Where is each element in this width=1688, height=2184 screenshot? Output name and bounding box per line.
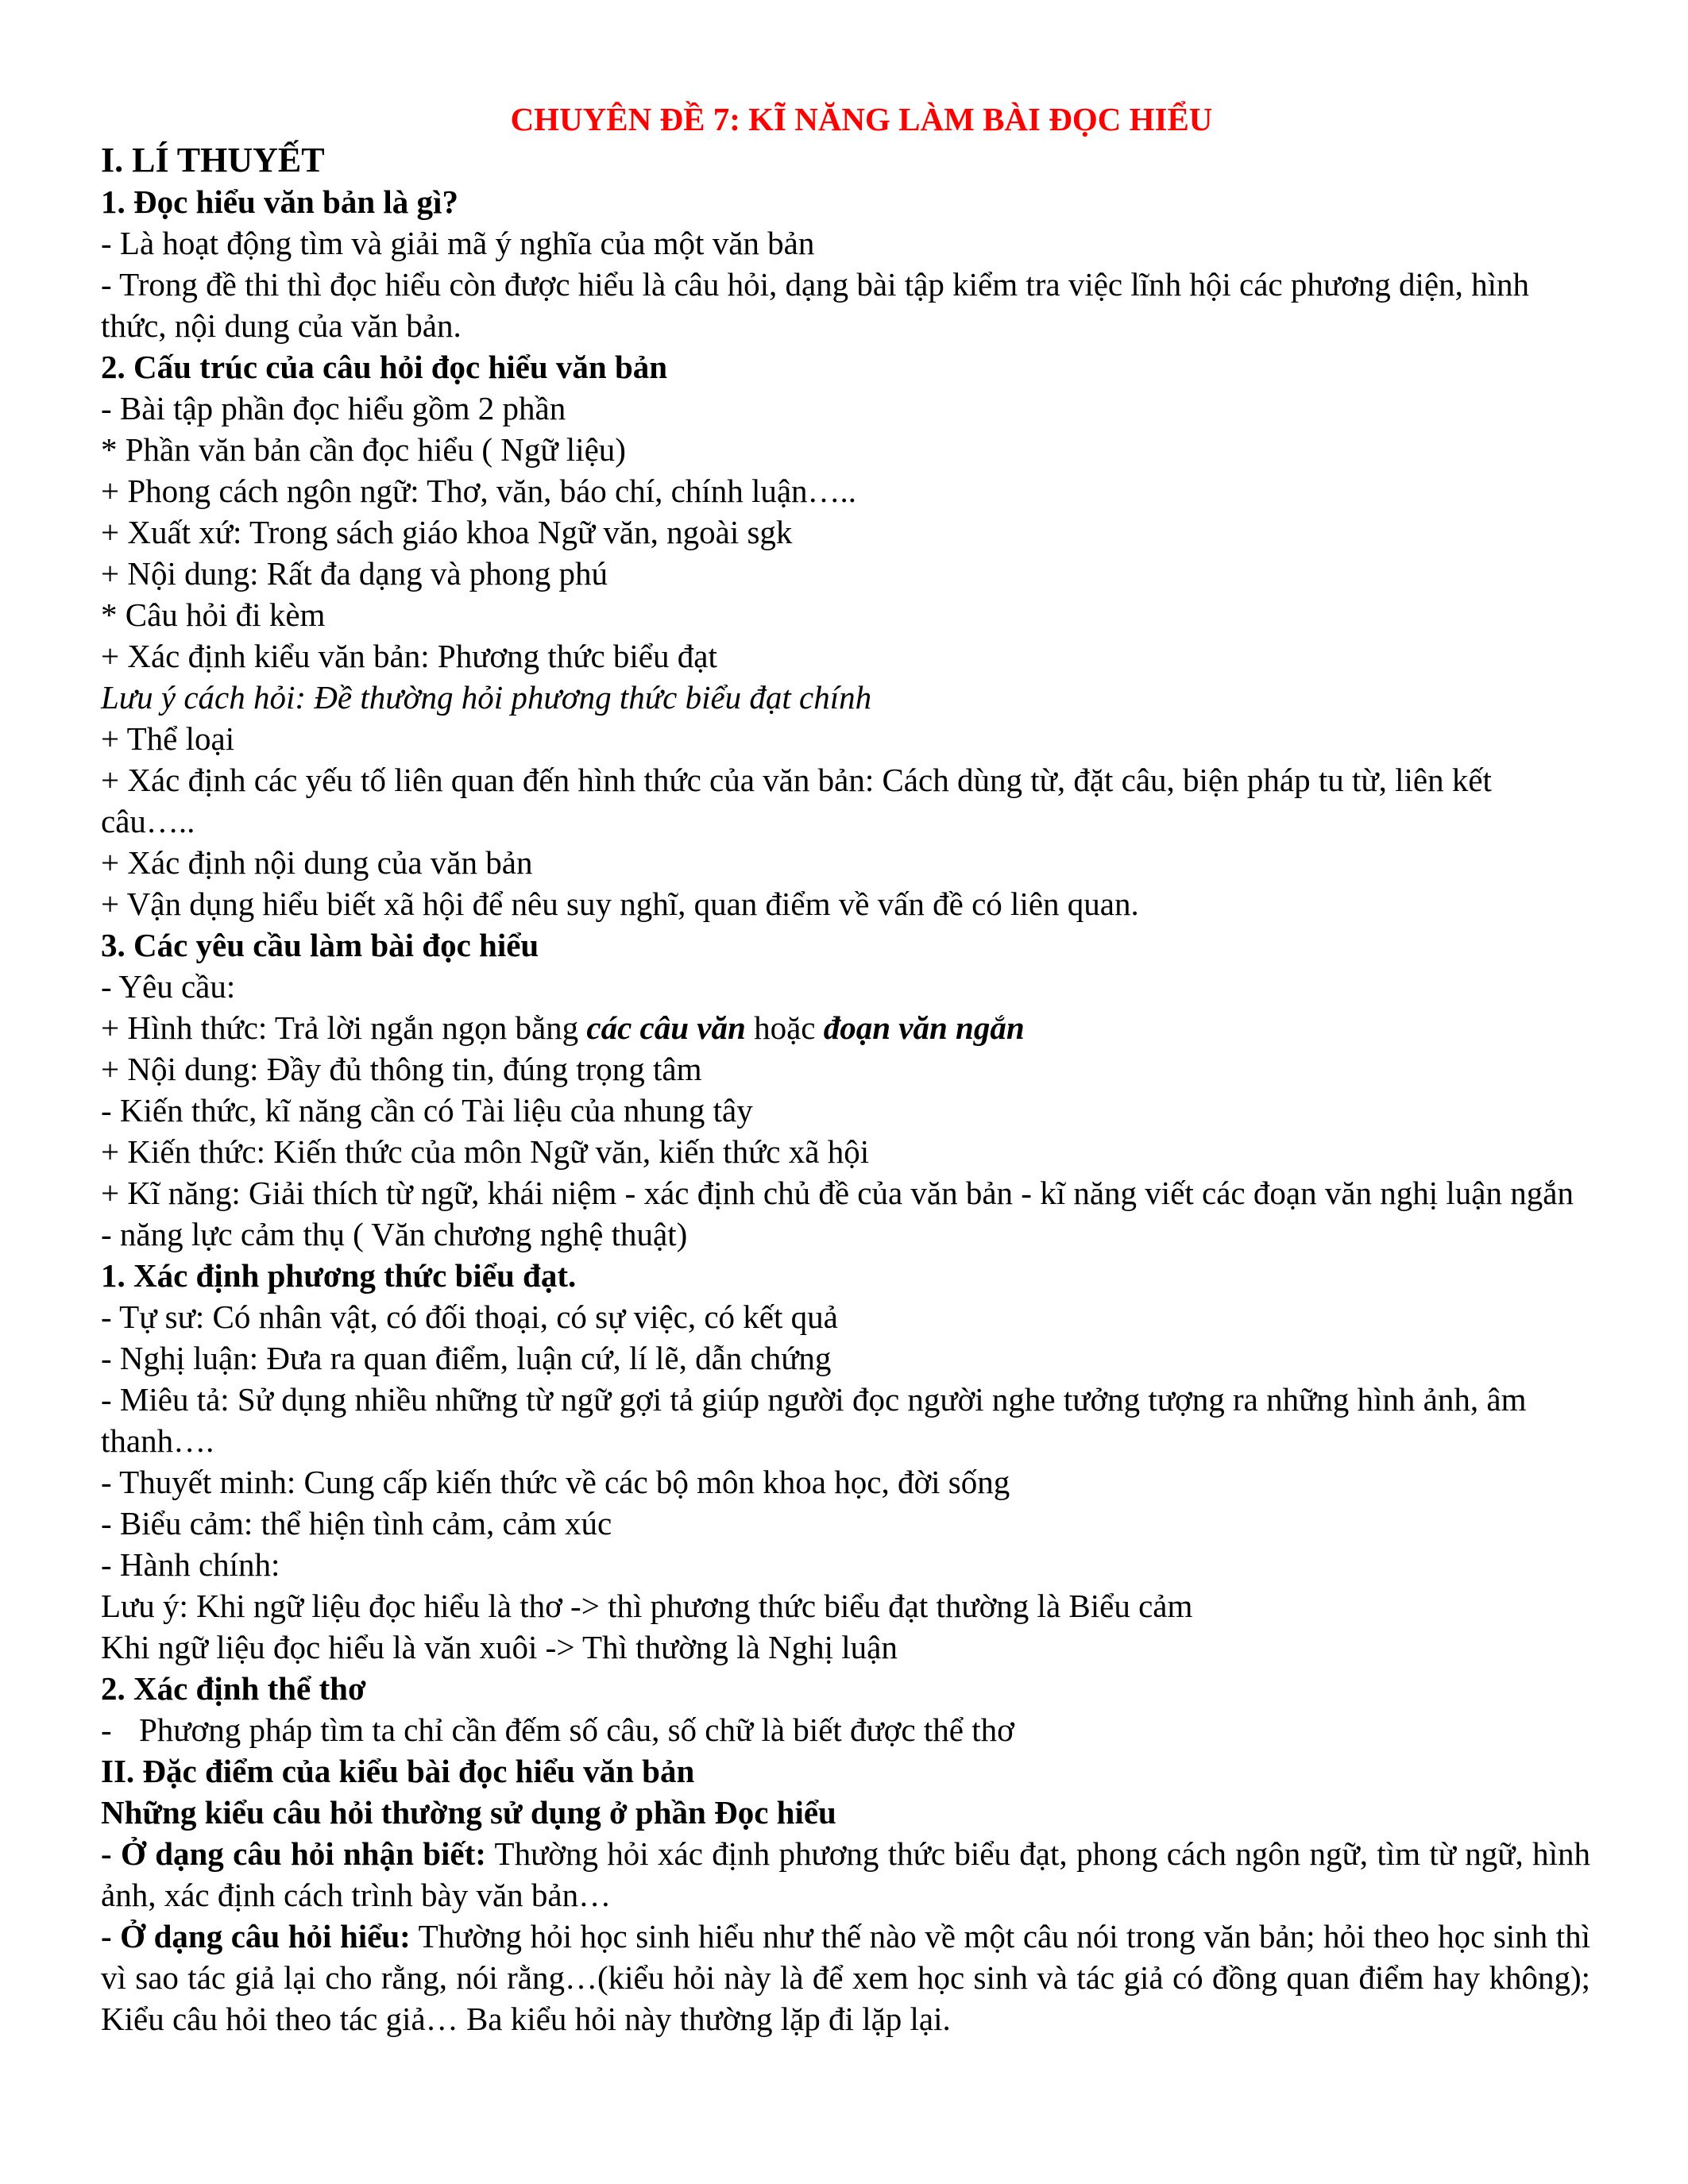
text-line: + Vận dụng hiểu biết xã hội để nêu suy nghĩ, quan điểm về vấn đề có liên quan. bbox=[101, 886, 1139, 922]
text-line: - Nghị luận: Đưa ra quan điểm, luận cứ, lí lẽ, dẫn chứng bbox=[101, 1340, 832, 1376]
subheading-what-is-reading: 1. Đọc hiểu văn bản là gì? bbox=[101, 183, 458, 220]
text-line: + Nội dung: Đầy đủ thông tin, đúng trọng tâm bbox=[101, 1051, 702, 1087]
document-title: CHUYÊN ĐỀ 7: KĨ NĂNG LÀM BÀI ĐỌC HIỂU bbox=[510, 101, 1213, 137]
subheading-question-types: Những kiểu câu hỏi thường sử dụng ở phần Đọc hiểu bbox=[101, 1794, 836, 1831]
text-line: - Tự sư: Có nhân vật, có đối thoại, có sự việc, có kết quả bbox=[101, 1298, 838, 1335]
text-line: - Thuyết minh: Cung cấp kiến thức về các bộ môn khoa học, đời sống bbox=[101, 1464, 1010, 1500]
text-line: + Xác định các yếu tố liên quan đến hình thức của văn bản: Cách dùng từ, đặt câu, biện pháp tu từ, liên kết câu….. bbox=[101, 762, 1492, 839]
text-line: Lưu ý: Khi ngữ liệu đọc hiểu là thơ -> thì phương thức biểu đạt thường là Biểu cảm bbox=[101, 1588, 1193, 1624]
text-span: Thường hỏi xác định phương thức biểu đạt, phong cách ngôn ngữ, tìm từ ngữ, hình ảnh, xác định cách trình bày văn bản… bbox=[101, 1835, 1590, 1913]
list-item bbox=[101, 1709, 1590, 1750]
question-type-label: - Ở dạng câu hỏi nhận biết: bbox=[101, 1835, 486, 1872]
text-line: + Xác định nội dung của văn bản bbox=[101, 844, 533, 881]
section-heading-characteristics: II. Đặc điểm của kiểu bài đọc hiểu văn bản bbox=[101, 1753, 695, 1789]
text-line: + Xác định kiểu văn bản: Phương thức biểu đạt bbox=[101, 638, 717, 674]
subheading-expression-method: 1. Xác định phương thức biểu đạt. bbox=[101, 1257, 577, 1294]
emphasis-text: đoạn văn ngắn bbox=[823, 1009, 1025, 1046]
text-line: * Câu hỏi đi kèm bbox=[101, 596, 326, 633]
text-line: + Thể loại bbox=[101, 720, 235, 757]
text-span: Thường hỏi học sinh hiểu như thế nào về một câu nói trong văn bản; hỏi theo học sinh thì vì sao tác giả lại cho rằng, nói rằng…(kiểu hỏi này là để xem học sinh và tác giả có đồng quan điểm hay không); Kiểu câu hỏi theo tác giả… Ba kiểu hỏi này thường lặp đi lặp lại. bbox=[101, 1918, 1590, 2037]
document-content bbox=[101, 98, 1590, 2039]
text-span: hoặc bbox=[745, 1009, 824, 1046]
text-line: + Phong cách ngôn ngữ: Thơ, văn, báo chí, chính luận….. bbox=[101, 473, 857, 509]
text-line: - Bài tập phần đọc hiểu gồm 2 phần bbox=[101, 390, 566, 426]
subheading-requirements: 3. Các yêu cầu làm bài đọc hiểu bbox=[101, 927, 539, 963]
form-requirement-line bbox=[101, 1007, 1590, 1048]
text-line: + Nội dung: Rất đa dạng và phong phú bbox=[101, 555, 608, 592]
question-type-label: - Ở dạng câu hỏi hiểu: bbox=[101, 1918, 411, 1954]
text-line: + Xuất xứ: Trong sách giáo khoa Ngữ văn, ngoài sgk bbox=[101, 514, 793, 550]
text-span: Phương pháp tìm ta chỉ cần đếm số câu, số chữ là biết được thể thơ bbox=[139, 1711, 1014, 1748]
text-line: * Phần văn bản cần đọc hiểu ( Ngữ liệu) bbox=[101, 431, 626, 468]
note-line: Lưu ý cách hỏi: Đề thường hỏi phương thức biểu đạt chính bbox=[101, 679, 872, 716]
emphasis-text: các câu văn bbox=[586, 1009, 746, 1046]
text-line: + Kĩ năng: Giải thích từ ngữ, khái niệm - xác định chủ đề của văn bản - kĩ năng viết các đoạn văn nghị luận ngắn - năng lực cảm thụ ( Văn chương nghệ thuật) bbox=[101, 1175, 1574, 1252]
question-type-recognition bbox=[101, 1833, 1590, 1916]
text-line: - Miêu tả: Sử dụng nhiều những từ ngữ gợi tả giúp người đọc người nghe tưởng tượng ra những hình ảnh, âm thanh…. bbox=[101, 1381, 1527, 1459]
question-type-comprehension bbox=[101, 1916, 1590, 2039]
subheading-poetry-form: 2. Xác định thể thơ bbox=[101, 1670, 366, 1707]
text-line: - Trong đề thi thì đọc hiểu còn được hiểu là câu hỏi, dạng bài tập kiểm tra việc lĩnh hội các phương diện, hình thức, nội dung của văn bản. bbox=[101, 266, 1530, 344]
section-heading-theory: I. LÍ THUYẾT bbox=[101, 141, 325, 179]
text-line: Khi ngữ liệu đọc hiểu là văn xuôi -> Thì thường là Nghị luận bbox=[101, 1629, 898, 1665]
text-line: - Biểu cảm: thể hiện tình cảm, cảm xúc bbox=[101, 1505, 612, 1542]
text-line: + Kiến thức: Kiến thức của môn Ngữ văn, kiến thức xã hội bbox=[101, 1133, 870, 1170]
list-dash: - bbox=[101, 1711, 112, 1748]
subheading-structure: 2. Cấu trúc của câu hỏi đọc hiểu văn bản bbox=[101, 349, 668, 385]
text-line: - Hành chính: bbox=[101, 1546, 280, 1583]
text-line: - Yêu cầu: bbox=[101, 968, 236, 1005]
text-span: + Hình thức: Trả lời ngắn ngọn bằng bbox=[101, 1009, 587, 1046]
text-line: - Kiến thức, kĩ năng cần có Tài liệu của nhung tây bbox=[101, 1092, 753, 1129]
text-line: - Là hoạt động tìm và giải mã ý nghĩa của một văn bản bbox=[101, 225, 815, 261]
